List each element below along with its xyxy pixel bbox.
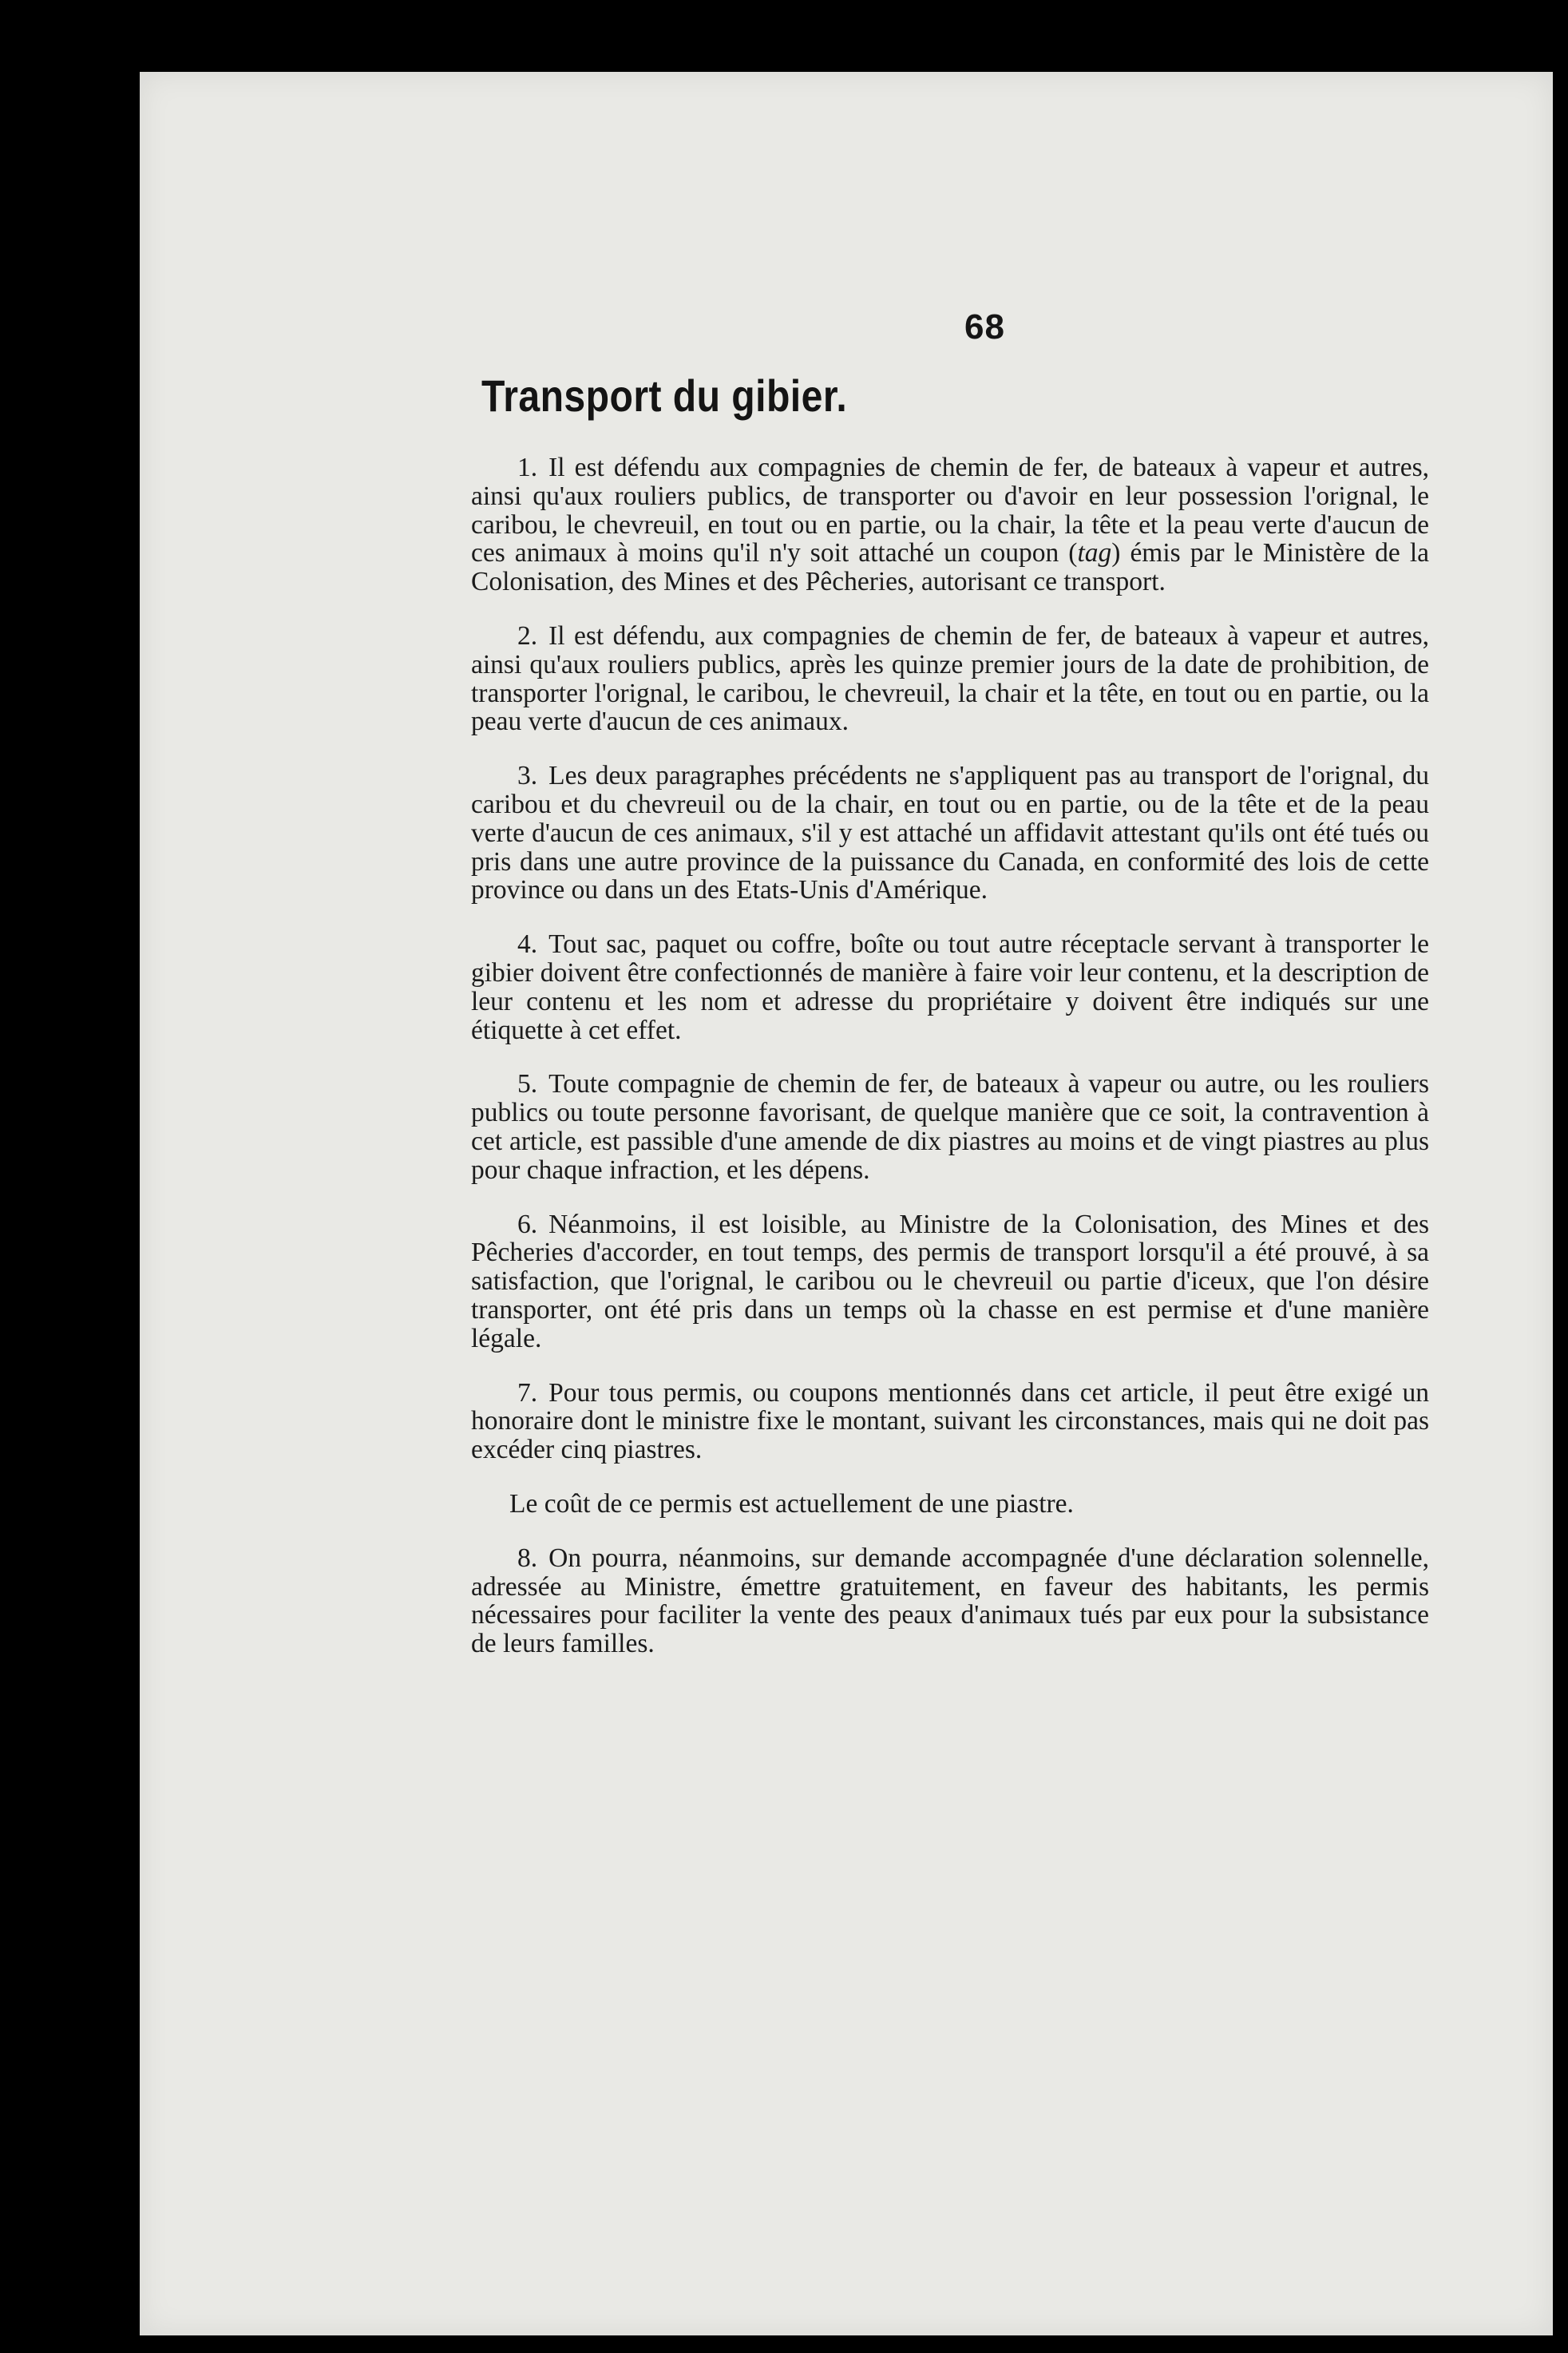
paragraph-5 — [471, 1070, 1429, 1184]
paragraph-text: Néanmoins, il est loisible, au Ministre de la Colonisation, des Mines et des Pêcheries d'accorder, en tout temps, des permis de transport lorsqu'il a été prouvé, à sa satisfaction, que l'orignal, le caribou ou le chevreuil ou partie d'iceux, que l'on désire transporter, ont été pris dans un temps où la chasse en est permise et d'une manière légale. — [471, 1209, 1429, 1353]
paragraph-6 — [471, 1210, 1429, 1353]
paragraph-number: 8. — [517, 1543, 538, 1573]
paragraph-text: Il est défendu, aux compagnies de chemin de fer, de bateaux à vapeur et autres, ainsi qu'aux rouliers publics, après les quinze premier jours de la date de prohibition, de transporter l'orignal, le caribou, le chevreuil, la chair et la tête, en tout ou en partie, ou la peau verte d'aucun de ces animaux. — [471, 620, 1429, 737]
section-heading: Transport du gibier. — [481, 370, 848, 421]
paragraph-text: Le coût de ce permis est actuellement de une piastre. — [509, 1488, 1074, 1519]
paragraph-number: 5. — [517, 1069, 538, 1099]
paragraph-1 — [471, 454, 1429, 596]
paragraph-number: 7. — [517, 1377, 538, 1408]
article-body — [471, 454, 1429, 1684]
paragraph-number: 2. — [517, 620, 538, 651]
paragraph-text: Pour tous permis, ou coupons mentionnés dans cet article, il peut être exigé un honoraire dont le ministre fixe le montant, suivant les circonstances, mais qui ne doit pas excéder cinq piastres. — [471, 1377, 1429, 1465]
paragraph-text: Toute compagnie de chemin de fer, de bateaux à vapeur ou autre, ou les rouliers publics ou toute personne favorisant, de quelque manière que ce soit, la contravention à cet article, est passible d'une amende de dix piastres au moins et de vingt piastres au plus pour chaque infraction, et les dépens. — [471, 1069, 1429, 1185]
paragraph-text: On pourra, néanmoins, sur demande accompagnée d'une déclaration solennelle, adressée au Ministre, émettre gratuitement, en faveur des habitants, les permis nécessaires pour faciliter la vente des peaux d'animaux tués par eux pour la subsistance de leurs familles. — [471, 1543, 1429, 1659]
paragraph-number: 6. — [517, 1209, 538, 1239]
paragraph-number: 1. — [517, 453, 538, 482]
paragraph-text: Les deux paragraphes précédents ne s'appliquent pas au transport de l'orignal, du caribou et du chevreuil ou de la chair, en tout ou en partie, ou de la tête et de la peau verte d'aucun de ces animaux, s'il y est attaché un affidavit attestant qu'ils ont été tués ou pris dans une autre province de la puissance du Canada, en conformité des lois de cette province ou dans un des Etats-Unis d'Amérique. — [471, 761, 1429, 905]
paragraph-4 — [471, 930, 1429, 1044]
paragraph-fee-note — [471, 1490, 1429, 1519]
paragraph-number: 4. — [517, 929, 538, 960]
page-number: 68 — [964, 307, 1005, 347]
tag-term: tag — [1077, 538, 1112, 568]
paragraph-text: Il est défendu aux compagnies de chemin de fer, de bateaux à vapeur et autres, ainsi qu'aux rouliers publics, de transporter ou d'avoir en leur possession l'orignal, le caribou, le chevreuil, en tout ou en partie, ou la chair, la tête et la peau verte d'aucun de ces animaux à moins qu'il n'y soit attaché un coupon (tag) émis par le Ministère de la Colonisation, des Mines et des Pêcheries, autorisant ce transport. — [471, 453, 1430, 597]
paragraph-3 — [471, 762, 1429, 905]
paragraph-7 — [471, 1379, 1429, 1464]
paragraph-number: 3. — [517, 761, 538, 791]
paragraph-text: Tout sac, paquet ou coffre, boîte ou tout autre réceptacle servant à transporter le gibier doivent être confectionnés de manière à faire voir leur contenu, et la description de leur contenu et les nom et adresse du propriétaire y doivent être indiqués sur une étiquette à cet effet. — [471, 929, 1429, 1045]
paragraph-2 — [471, 622, 1429, 736]
paragraph-8 — [471, 1544, 1429, 1658]
